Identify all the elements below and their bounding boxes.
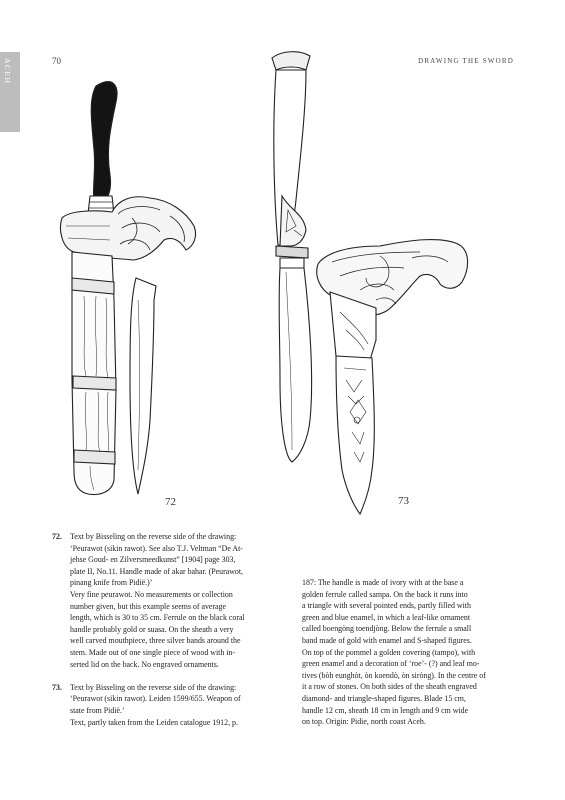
caption-73-line: Text, partly taken from the Leiden catalogue 1912, p. (70, 717, 238, 727)
caption-73-line: Text by Bisseling on the reverse side of the drawing: (70, 682, 237, 692)
caption-73-cont-line: band made of gold with enamel and S-shaped figures. (302, 635, 472, 645)
caption-72-line: pinang knife from Pidië.)’ (70, 578, 153, 588)
caption-72-line: well carved mouthpiece, three silver bands around the (70, 636, 241, 646)
caption-72-line: length, which is 30 to 35 cm. Ferrule on the black coral (70, 613, 245, 623)
caption-73-cont-line: a triangle with several pointed ends, partly filled with (302, 601, 471, 611)
page-number: 70 (52, 56, 61, 66)
caption-73-cont-line: on top. Origin: Pidie, north coast Aceh. (302, 717, 426, 727)
caption-72-line: serted lid on the back. No engraved ornaments. (70, 659, 219, 669)
fig72-blade (130, 278, 156, 494)
caption-73-line: ‘Peurawot (sikin rawot). Leiden 1599/655. Weapon of (70, 694, 241, 704)
fig73-ivory-knife (317, 240, 468, 514)
running-head: DRAWING THE SWORD (418, 57, 514, 65)
caption-73-cont-line: it a row of stones. On both sides of the sheath engraved (302, 682, 477, 692)
caption-73-number: 73. (52, 682, 62, 692)
caption-73-cont-line: green and blue enamel, in which a leaf-like ornament (302, 612, 471, 622)
caption-72-line: ‘Peurawot (sikin rawot). See also T.J. Veltman “De At- (70, 543, 243, 553)
caption-73-cont-line: tives (bòh eunghòt, òn koendò, òn siròng). In the centre of (302, 670, 486, 680)
figure-73-label: 73 (398, 495, 409, 507)
caption-72-line: jehse Goud- en Zilversmeedkunst” [1904] page 303, (70, 555, 236, 565)
section-tab-label: ACEH (3, 58, 12, 85)
caption-72-line: Very fine peurawot. No measurements or collection (70, 589, 233, 599)
fig72-sheathed-knife (61, 82, 196, 495)
caption-73-cont-line: green enamel and a decoration of ‘roe’- (?) and leaf mo- (302, 659, 480, 669)
right-column (302, 577, 517, 728)
caption-72-line: handle probably gold or suasa. On the sheath a very (70, 624, 234, 634)
caption-72-line: number given, but this example seems of average (70, 601, 227, 611)
caption-72-line: plate II, No.11. Handle made of akar bahar. (Peurawot, (70, 566, 244, 576)
caption-73-cont-line: diamond- and triangle-shaped figures. Blade 15 cm, (302, 693, 466, 703)
caption-73-cont-line: On top of the pommel a golden covering (tampo), with (302, 647, 476, 657)
caption-72-number: 72. (52, 532, 62, 541)
fig73-sheathed-knife (272, 52, 312, 462)
caption-72 (52, 531, 290, 670)
caption-72-line: stem. Made out of one single piece of wood with in- (70, 647, 236, 657)
left-column (52, 531, 290, 728)
caption-73-cont-line: handle 12 cm, sheath 18 cm in length and 9 cm wide (302, 705, 469, 715)
caption-73 (52, 682, 290, 728)
figure-72-label: 72 (165, 496, 176, 508)
caption-73-line: state from Pidië.’ (70, 705, 125, 715)
caption-73-cont-line: 187: The handle is made of ivory with at the base a (302, 578, 464, 587)
caption-72-line: Text by Bisseling on the reverse side of the drawing: (70, 532, 237, 541)
caption-73-cont-line: golden ferrule called sampa. On the back it runs into (302, 589, 468, 599)
caption-73-cont-line: called boengòng toendjòng. Below the ferrule a small (302, 624, 472, 634)
